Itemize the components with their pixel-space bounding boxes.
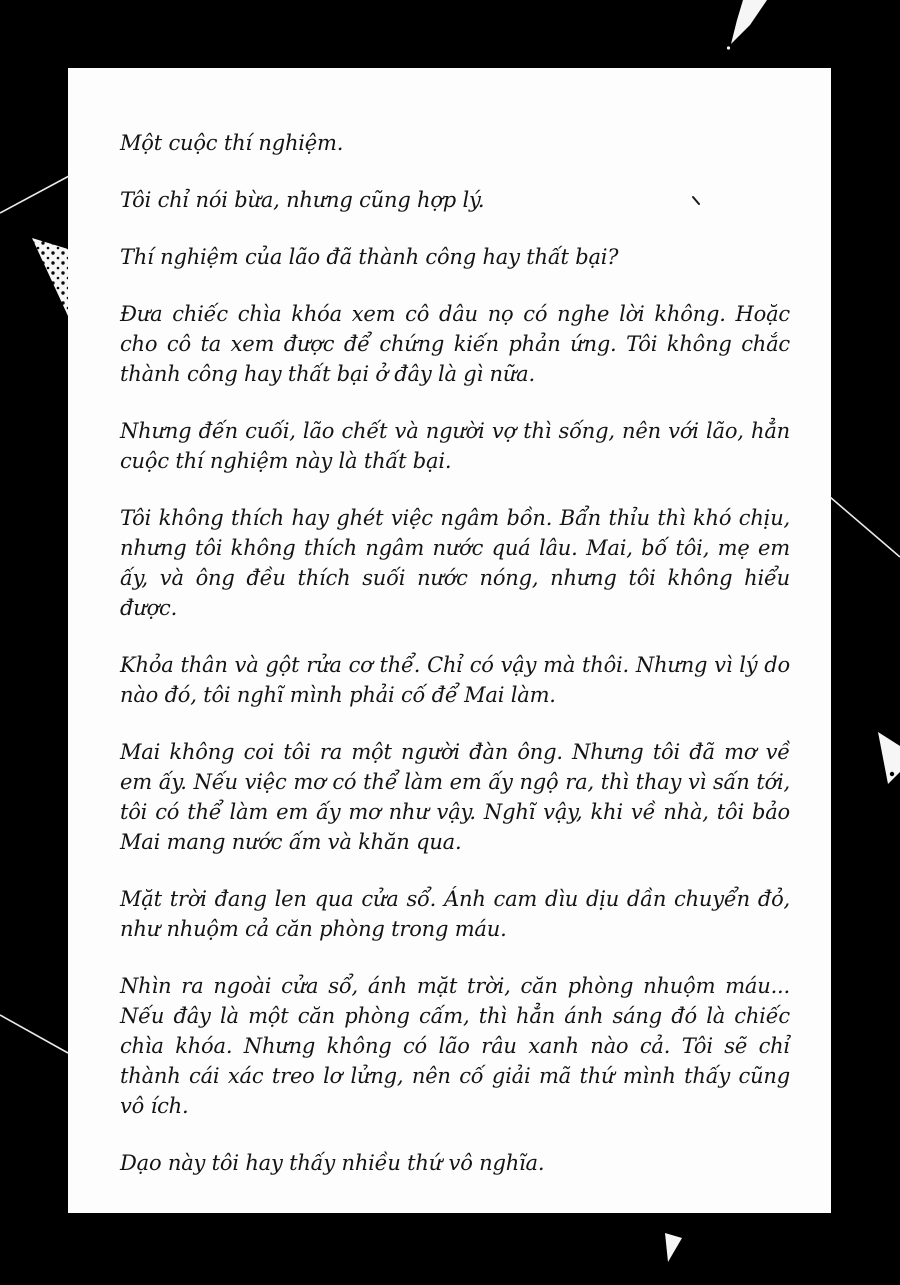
paragraph: Đưa chiếc chìa khóa xem cô dâu nọ có nghe lời không. Hoặc cho cô ta xem được để chứng kiến phản ứng. Tôi không chắc thành công hay thất bại ở đây là gì nữa. xyxy=(120,302,790,386)
right-speed-line-middle-icon xyxy=(830,497,900,557)
paragraph: Tôi chỉ nói bừa, nhưng cũng hợp lý. xyxy=(120,188,485,212)
bottom-wedge-icon xyxy=(665,1233,682,1262)
manga-text-page xyxy=(68,68,831,1213)
left-speed-line-upper-icon xyxy=(0,176,69,213)
right-shard-icon xyxy=(878,732,900,784)
left-speed-line-lower-icon xyxy=(0,1015,68,1053)
left-halftone-triangle-icon xyxy=(32,238,68,316)
paragraph: Một cuộc thí nghiệm. xyxy=(120,131,344,155)
paragraph: Nhưng đến cuối, lão chết và người vợ thì sống, nên với lão, hẳn cuộc thí nghiệm này là thất bại. xyxy=(120,419,790,473)
paragraph: Thí nghiệm của lão đã thành công hay thất bại? xyxy=(120,245,619,269)
paragraph: Nhìn ra ngoài cửa sổ, ánh mặt trời, căn phòng nhuộm máu... Nếu đây là một căn phòng cấm, thì hẳn ánh sáng đó là chiếc chìa khóa. Nhưng không có lão râu xanh nào cả. Tôi sẽ chỉ thành cái xác treo lơ lửng, nên cố giải mã thứ mình thấy cũng vô ích. xyxy=(120,974,790,1118)
paragraph: Tôi không thích hay ghét việc ngâm bồn. Bẩn thỉu thì khó chịu, nhưng tôi không thích ngâm nước quá lâu. Mai, bố tôi, mẹ em ấy, và ông đều thích suối nước nóng, nhưng tôi không hiểu được. xyxy=(120,506,790,620)
paragraph: Dạo này tôi hay thấy nhiều thứ vô nghĩa. xyxy=(120,1151,545,1175)
top-shard-icon xyxy=(727,0,767,50)
paragraph: Khỏa thân và gột rửa cơ thể. Chỉ có vậy mà thôi. Nhưng vì lý do nào đó, tôi nghĩ mình phải cố để Mai làm. xyxy=(120,653,790,707)
paragraph: Mặt trời đang len qua cửa sổ. Ánh cam dìu dịu dần chuyển đỏ, như nhuộm cả căn phòng trong máu. xyxy=(120,887,790,941)
paragraph: Mai không coi tôi ra một người đàn ông. Nhưng tôi đã mơ về em ấy. Nếu việc mơ có thể làm em ấy ngộ ra, thì thay vì sấn tới, tôi có thể làm em ấy mơ như vậy. Nghĩ vậy, khi về nhà, tôi bảo Mai mang nước ấm và khăn qua. xyxy=(120,740,790,854)
